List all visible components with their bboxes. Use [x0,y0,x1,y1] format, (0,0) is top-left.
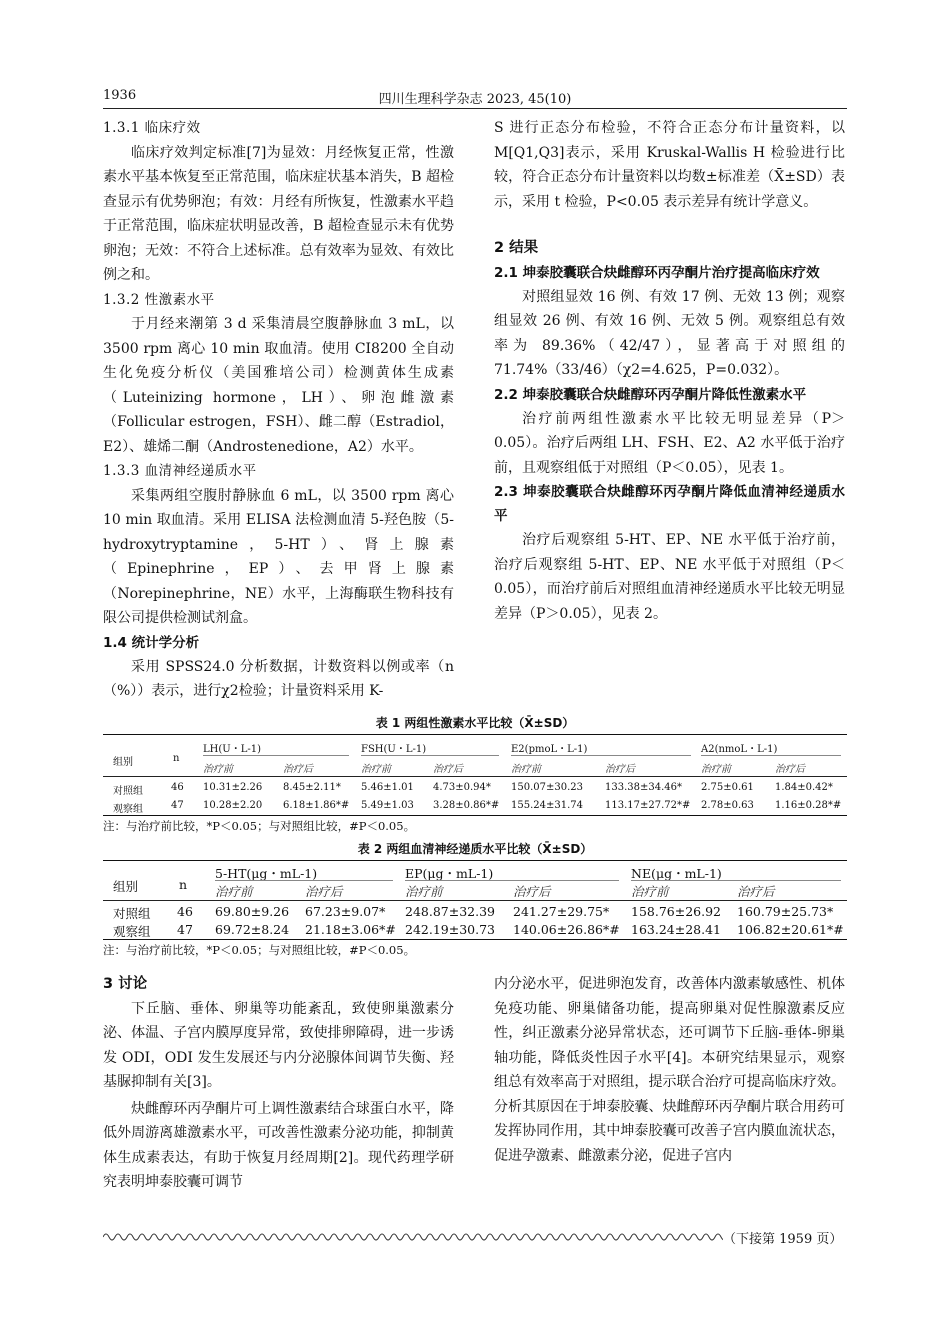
table1-header-a2: A2(nmoL・L-1) [701,744,778,755]
table-cell: 69.72±8.24 [215,922,290,937]
table-row-n: 46 [177,904,193,919]
table1-header-fsh: FSH(U・L-1) [361,744,427,755]
section-2-1-text: 对照组显效 16 例、有效 17 例、无效 13 例；观察组显效 26 例、有效 16 例、无效 5 例。观察组总有效率为 89.36%（42/47），显著高于对照组的 71.74%（33/46）（χ2=4.625，P=0.032）。 [494,288,845,378]
journal-title: 四川生理科学杂志 2023, 45(10) [378,92,572,107]
table2-rule-ep [405,880,619,881]
table1-e2-after: 治疗后 [605,764,635,775]
table2-rule-ne [631,880,841,881]
table-cell: 4.73±0.94* [433,782,491,793]
table-cell: 242.19±30.73 [405,922,495,937]
table1-caption: 表 1 两组性激素水平比较（X̄±SD） [375,716,575,730]
table2-header-n: n [179,877,188,892]
section-1-3-3-title: 1.3.3 血清神经递质水平 [103,463,257,479]
table1-a2-after: 治疗后 [775,764,805,775]
table-cell: 3.28±0.86*# [433,800,500,811]
table2 [103,860,847,940]
table-cell: 5.49±1.03 [361,800,414,811]
section-2-3-text: 治疗后观察组 5-HT、EP、NE 水平低于治疗前，治疗后观察组 5-HT、EP、NE 水平低于对照组（P＜0.05），而治疗前后对照组血清神经递质水平比较无明显差异（P＞0.05），见表 2。 [494,532,845,622]
table-row-group: 观察组 [113,924,151,939]
left-column [103,116,454,704]
table1 [103,734,847,816]
table2-header-rule [103,900,847,901]
table-cell: 10.31±2.26 [203,782,263,793]
table2-ep-after: 治疗后 [513,884,551,899]
page-number: 1936 [103,88,137,103]
table-cell: 248.87±32.39 [405,904,495,919]
table2-caption: 表 2 两组血清神经递质水平比较（X̄±SD） [357,842,593,856]
table1-header-rule [103,776,847,777]
table-row-group: 对照组 [113,786,143,797]
section-1-3-3-text: 采集两组空腹肘静脉血 6 mL，以 3500 rpm 离心 10 min 取血清。采用 ELISA 法检测血清 5-羟色胺（5-hydroxytryptamine，5-HT）、肾上腺素（Epinephrine，EP）、去甲肾上腺素（Norepinephrine，NE）水平，上海酶联生物科技有限公司提供检测试剂盒。 [103,487,454,626]
table1-rule-a2 [701,755,841,756]
section-2-2-title: 2.2 坤泰胶囊联合炔雌醇环丙孕酮片降低性激素水平 [494,386,807,403]
section-1-4-text: 采用 SPSS24.0 分析数据，计数资料以例或率（n（%））表示，进行χ2检验；计量资料采用 K- [103,658,454,699]
table2-rule-5ht [215,880,393,881]
right-column [494,116,845,626]
discussion-paragraph-1: 下丘脑、垂体、卵巢等功能紊乱，致使卵巢激素分泌、体温、子宫内膜厚度异常，致使排卵障碍，进一步诱发 ODI，ODI 发生发展还与内分泌腺体间调节失衡、羟基脲抑制有关[3]。 [103,1000,454,1090]
section-1-4-title: 1.4 统计学分析 [103,634,200,651]
table-cell: 6.18±1.86*# [283,800,350,811]
table-cell: 160.79±25.73* [737,904,834,919]
table2-ne-before: 治疗前 [631,884,669,899]
table-cell: 150.07±30.23 [511,782,583,793]
table-cell: 1.16±0.28*# [775,800,842,811]
table-cell: 241.27±29.75* [513,904,610,919]
table-row-n: 46 [171,782,184,793]
section-2-1-title: 2.1 坤泰胶囊联合炔雌醇环丙孕酮片治疗提高临床疗效 [494,264,820,281]
table1-fsh-before: 治疗前 [361,764,391,775]
section-2-title: 2 结果 [494,240,539,256]
table-row-n: 47 [171,800,184,811]
table-cell: 140.06±26.86*# [513,922,620,937]
table1-fsh-after: 治疗后 [433,764,463,775]
table2-header-ep: EP(μg・mL-1) [405,866,494,881]
table-cell: 21.18±3.06*# [305,922,396,937]
section-2-3-title: 2.3 坤泰胶囊联合炔雌醇环丙孕酮片降低血清神经递质水平 [494,484,845,524]
section-1-3-2-title: 1.3.2 性激素水平 [103,291,215,308]
section-1-3-1-title: 1.3.1 临床疗效 [103,120,201,136]
table2-note: 注：与治疗前比较，*P＜0.05；与对照组比较，#P＜0.05。 [103,943,416,957]
section-1-3-1-text: 临床疗效判定标准[7]为显效：月经恢复正常，性激素水平基本恢复至正常范围，临床症状基本消失，B 超检查显示有优势卵泡；有效：月经有所恢复，性激素水平趋于正常范围，临床症状明显改善，B 超检查显示未有优势卵泡；无效：不符合上述标准。总有效率为显效、有效比例之和。 [103,144,454,283]
table2-header-group: 组别 [113,879,139,894]
table1-rule-e2 [511,755,691,756]
table2-5ht-before: 治疗前 [215,884,253,899]
table1-lh-before: 治疗前 [203,764,233,775]
section-1-3-2-text: 于月经来潮第 3 d 采集清晨空腹静脉血 3 mL，以 3500 rpm 离心 10 min 取血清。使用 CI8200 全自动生化免疫分析仪（美国雅培公司）检测黄体生成素（Luteinizing hormone，LH）、卵泡雌激素（Follicular estrogen，FSH）、雌二醇（Estradiol，E2）、雄烯二酮（Androstenedione，A2）水平。 [103,316,454,455]
table-cell: 67.23±9.07* [305,904,386,919]
table2-header-5ht: 5-HT(μg・mL-1) [215,866,318,881]
table-cell: 10.28±2.20 [203,800,263,811]
discussion-left [103,972,454,1195]
table-row-n: 47 [177,922,193,937]
table-cell: 69.80±9.26 [215,904,290,919]
table1-header-e2: E2(pmoL・L-1) [511,744,588,755]
table-cell: 106.82±20.61*# [737,922,844,937]
table1-header-n: n [173,753,180,764]
discussion-paragraph-2-continued: 内分泌水平，促进卵泡发育，改善体内激素敏感性、机体免疫功能、卵巢储备功能，提高卵巢对促性腺激素反应性，纠正激素分泌异常状态，还可调节下丘脑-垂体-卵巢轴功能，降低炎性因子水平[4]。本研究结果显示，观察组总有效率高于对照组，提示联合治疗可提高临床疗效。分析其原因在于坤泰胶囊、炔雌醇环丙孕酮片联合用药可发挥协同作用，其中坤泰胶囊可改善子宫内膜血流状态，促进孕激素、雌激素分泌，促进子宫内 [494,976,845,1164]
table1-a2-before: 治疗前 [701,764,731,775]
header-rule [103,108,847,109]
discussion-right [494,972,845,1168]
table1-rule-fsh [361,755,499,756]
table1-e2-before: 治疗前 [511,764,541,775]
table2-header-ne: NE(μg・mL-1) [631,866,722,881]
wave-divider [103,1230,723,1244]
table1-rule-lh [203,755,349,756]
table-row-group: 对照组 [113,906,151,921]
table-cell: 155.24±31.74 [511,800,583,811]
table-cell: 1.84±0.42* [775,782,833,793]
table1-header-group: 组别 [113,757,133,768]
section-3-title: 3 讨论 [103,976,148,992]
table2-ne-after: 治疗后 [737,884,775,899]
table-cell: 158.76±26.92 [631,904,721,919]
table-cell: 5.46±1.01 [361,782,414,793]
table1-header-lh: LH(U・L-1) [203,744,261,755]
section-2-2-text: 治疗前两组性激素水平比较无明显差异（P＞0.05）。治疗后两组 LH、FSH、E2、A2 水平低于治疗前，且观察组低于对照组（P＜0.05），见表 1。 [494,410,845,476]
discussion-paragraph-2: 炔雌醇环丙孕酮片可上调性激素结合球蛋白水平，降低外周游离雄激素水平，可改善性激素分泌功能，抑制黄体生成素表达，有助于恢复月经周期[2]。现代药理学研究表明坤泰胶囊可调节 [103,1100,454,1190]
table-row-group: 观察组 [113,804,143,815]
table2-5ht-after: 治疗后 [305,884,343,899]
table-cell: 113.17±27.72*# [605,800,691,811]
continued-note: （下接第 1959 页） [723,1232,843,1247]
table1-note: 注：与治疗前比较，*P＜0.05；与对照组比较，#P＜0.05。 [103,819,416,833]
table-cell: 2.75±0.61 [701,782,754,793]
table1-lh-after: 治疗后 [283,764,313,775]
table-cell: 133.38±34.46* [605,782,682,793]
table-cell: 163.24±28.41 [631,922,721,937]
table-cell: 2.78±0.63 [701,800,754,811]
page-header [103,88,847,107]
table2-ep-before: 治疗前 [405,884,443,899]
table-cell: 8.45±2.11* [283,782,341,793]
section-1-4-continued: S 进行正态分布检验，不符合正态分布计量资料，以 M[Q1,Q3]表示，采用 Kruskal-Wallis H 检验进行比较，符合正态分布计量资料以均数±标准差（X̄±SD）表示，采用 t 检验，P<0.05 表示差异有统计学意义。 [494,120,845,210]
